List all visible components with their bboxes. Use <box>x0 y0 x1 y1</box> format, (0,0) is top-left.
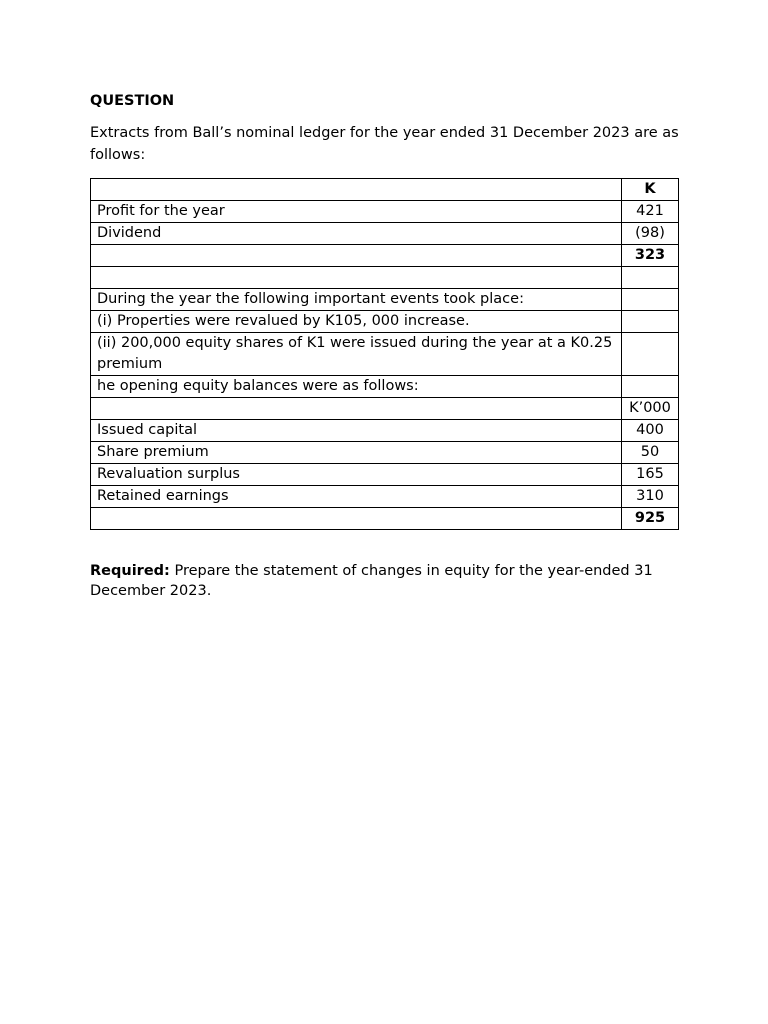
row-value: 323 <box>622 245 679 267</box>
row-value: 421 <box>622 201 679 223</box>
row-label <box>91 508 622 530</box>
table-row <box>91 245 679 267</box>
row-value <box>622 311 679 333</box>
table-row <box>91 442 679 464</box>
table-row <box>91 223 679 245</box>
row-label <box>91 267 622 289</box>
table-row <box>91 376 679 398</box>
row-label <box>91 245 622 267</box>
row-label: Retained earnings <box>91 486 622 508</box>
row-value: 925 <box>622 508 679 530</box>
row-label <box>91 179 622 201</box>
intro-paragraph: Extracts from Ball’s nominal ledger for the year ended 31 December 2023 are as follows: <box>90 125 679 163</box>
table-row <box>91 311 679 333</box>
document-page <box>90 90 680 601</box>
row-value: K’000 <box>622 398 679 420</box>
row-value <box>622 289 679 311</box>
row-value <box>622 376 679 398</box>
table-row <box>91 464 679 486</box>
table-row <box>91 289 679 311</box>
row-label: During the year the following important events took place: <box>91 289 622 311</box>
row-value: 165 <box>622 464 679 486</box>
row-value <box>622 267 679 289</box>
table-row <box>91 420 679 442</box>
table-row <box>91 179 679 201</box>
row-label: Issued capital <box>91 420 622 442</box>
row-value: 400 <box>622 420 679 442</box>
ledger-table <box>90 178 679 530</box>
table-row <box>91 486 679 508</box>
row-label: Revaluation surplus <box>91 464 622 486</box>
table-row <box>91 333 679 376</box>
required-text: Prepare the statement of changes in equity for the year-ended 31 December 2023. <box>90 563 653 599</box>
table-row <box>91 508 679 530</box>
row-value: 310 <box>622 486 679 508</box>
row-label: Dividend <box>91 223 622 245</box>
table-row <box>91 201 679 223</box>
row-label <box>91 398 622 420</box>
row-label: he opening equity balances were as follows: <box>91 376 622 398</box>
row-value: K <box>622 179 679 201</box>
row-value <box>622 333 679 376</box>
required-paragraph <box>90 561 680 601</box>
row-value: (98) <box>622 223 679 245</box>
row-value: 50 <box>622 442 679 464</box>
row-label: (i) Properties were revalued by K105, 000 increase. <box>91 311 622 333</box>
row-label: (ii) 200,000 equity shares of K1 were issued during the year at a K0.25 premium <box>91 333 622 376</box>
table-row <box>91 398 679 420</box>
row-label: Profit for the year <box>91 201 622 223</box>
required-label: Required: <box>90 563 170 579</box>
row-label: Share premium <box>91 442 622 464</box>
question-heading: QUESTION <box>90 93 175 109</box>
table-row <box>91 267 679 289</box>
